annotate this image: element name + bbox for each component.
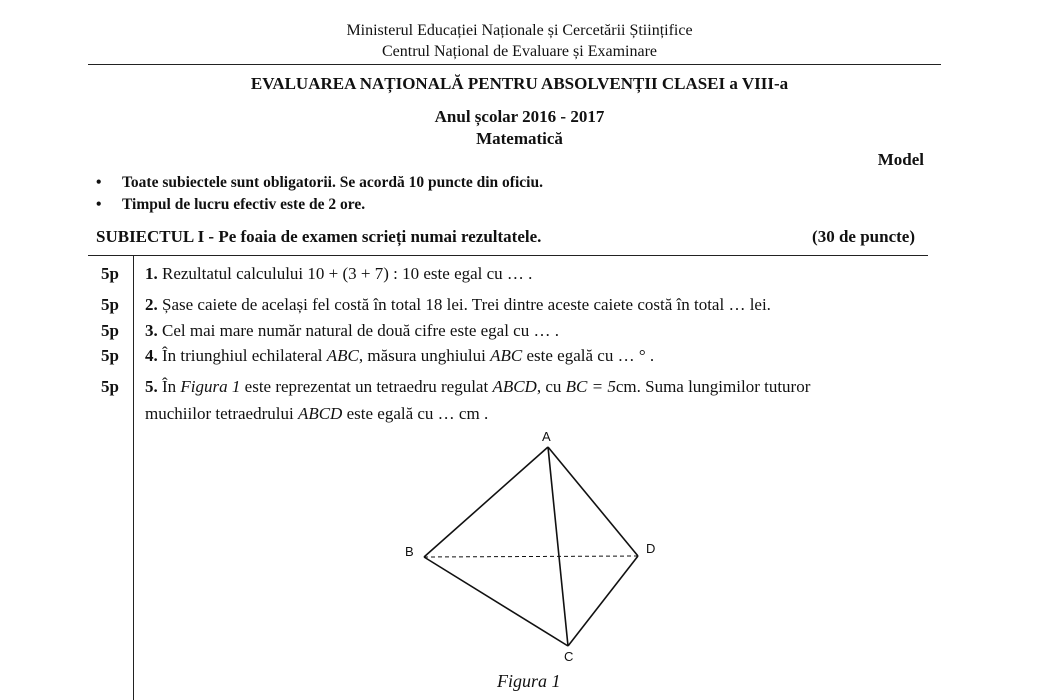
exercise-text: , măsura unghiului: [358, 346, 486, 365]
section-title: SUBIECTUL I - Pe foaia de examen scrieți numai rezultatele.: [96, 227, 542, 246]
vertex-label-c: C: [564, 649, 574, 664]
math-expression: ABCD: [492, 377, 537, 396]
bullet-icon: •: [96, 196, 102, 213]
exercise-text: Șase caiete de același fel costă în total 18 lei. Trei dintre aceste caiete costă în total … lei.: [162, 295, 771, 314]
exercise-text: , cu: [536, 377, 562, 396]
exercise-number: 4.: [145, 346, 158, 365]
exercise-text: Cel mai mare număr natural de două cifre este egal cu … .: [162, 321, 559, 340]
variant-label: Model: [877, 150, 924, 169]
exercise-number: 5.: [145, 377, 158, 396]
exercise-text: În triunghiul echilateral: [162, 346, 323, 365]
exercise-text: Rezultatul calculului: [162, 264, 304, 283]
exercise-text: este reprezentat un tetraedru regulat: [244, 377, 489, 396]
exercise-text: . Suma lungimilor tuturor: [636, 377, 811, 396]
exercise-number: 1.: [145, 264, 158, 283]
item-points: 5p: [101, 264, 119, 283]
figure-caption: Figura 1: [497, 671, 561, 691]
edge-dc: [568, 556, 638, 646]
math-expression: ABC: [490, 346, 523, 365]
edge-bd-hidden: [424, 556, 638, 557]
item-points: 5p: [101, 321, 119, 340]
vertex-label-d: D: [646, 541, 656, 556]
edge-ad: [548, 447, 638, 556]
exercise-text: În: [162, 377, 177, 396]
exercise-number: 2.: [145, 295, 158, 314]
math-expression: 10 + (3 + 7) : 10: [307, 264, 420, 283]
item-points: 5p: [101, 295, 119, 314]
ministry-name: Ministerul Educației Naționale și Cercetării Științifice: [346, 22, 693, 39]
edge-bc: [424, 557, 568, 646]
exercise-number: 3.: [145, 321, 158, 340]
edge-ac: [548, 447, 568, 646]
exercise-text: este egal cu … .: [423, 264, 533, 283]
school-year: Anul școlar 2016 - 2017: [434, 107, 605, 126]
section-points: (30 de puncte): [812, 227, 915, 246]
instruction-text: Toate subiectele sunt obligatorii. Se acordă 10 puncte din oficiu.: [122, 174, 543, 191]
math-expression: ABC: [326, 346, 359, 365]
unit-label: cm: [615, 377, 637, 396]
evaluation-center-name: Centrul Național de Evaluare și Examinare: [381, 43, 657, 60]
vertex-label-a: A: [542, 429, 551, 444]
exercise-text: muchiilor tetraedrului: [145, 404, 294, 423]
instruction-text: Timpul de lucru efectiv este de 2 ore.: [122, 196, 366, 213]
math-expression: BC = 5: [565, 377, 616, 396]
math-expression: ABCD: [297, 404, 343, 423]
vertex-label-b: B: [405, 544, 414, 559]
figure-reference: Figura 1: [180, 377, 241, 396]
item-points: 5p: [101, 377, 119, 396]
exercise-text: este egală cu … cm .: [346, 404, 489, 423]
subject-name: Matematică: [476, 129, 563, 148]
bullet-icon: •: [96, 174, 102, 191]
exam-title: EVALUAREA NAȚIONALĂ PENTRU ABSOLVENȚII CLASEI a VIII-a: [250, 74, 789, 93]
exercise-text: este egală cu … ° .: [526, 346, 655, 365]
item-points: 5p: [101, 346, 119, 365]
edge-ab: [424, 447, 548, 557]
